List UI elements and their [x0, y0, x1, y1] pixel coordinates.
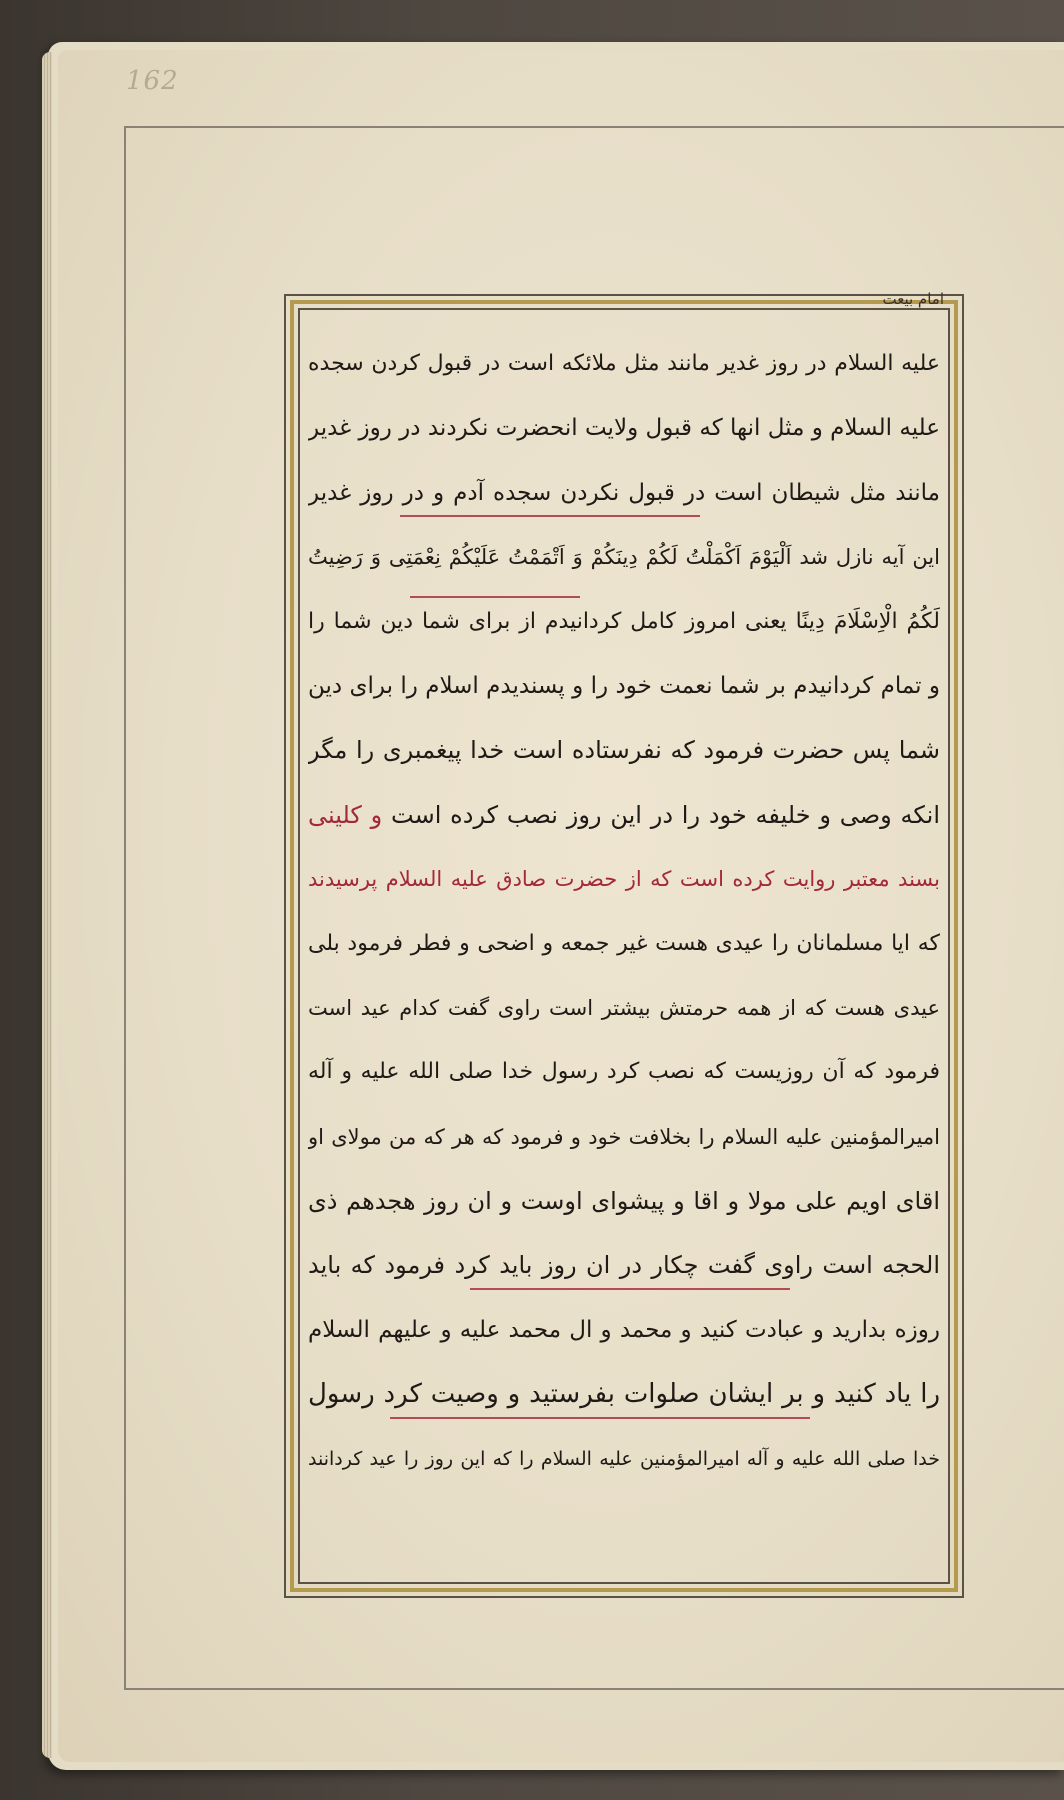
text-line: امیرالمؤمنین علیه السلام را بخلافت خود و فرمود که هر که من مولای او [308, 1124, 940, 1149]
text-line: علیه السلام و مثل انها که قبول ولایت انحضرت نکردند در روز غدیر [308, 415, 940, 442]
gold-ruled-border [290, 290, 958, 1592]
text-line: اقای اویم علی مولا و اقا و پیشوای اوست و ان روز هجدهم ذی [308, 1187, 940, 1216]
rubric-word: و کلینی [308, 800, 383, 829]
text-line: خدا صلی الله علیه و آله امیرالمؤمنین علیه السلام را که این روز را عید کردانند [308, 1447, 940, 1470]
text-line: فرمود که آن روزیست که نصب کرد رسول خدا صلی الله علیه و آله [308, 1059, 940, 1085]
red-underline [390, 1417, 810, 1419]
red-underline [470, 1288, 790, 1290]
text-line: الحجه است راوی گفت چکار در ان روز باید کرد فرمود که باید [308, 1233, 940, 1297]
text-line: این آیه نازل شد اَلْیَوْمَ اَکْمَلْتُ لَکُمْ دِینَکُمْ وَ اَتْمَمْتُ عَلَیْکُمْ نِعْمَتِی وَ رَضِیتُ [308, 545, 940, 570]
marginal-note: امام بیعت [882, 290, 944, 308]
text-block [308, 332, 940, 1572]
text-line: لَکُمُ الْاِسْلَامَ دِینًا یعنی امروز کامل کردانیدم از برای شما دین شما را [308, 590, 940, 654]
text-line: شما پس حضرت فرمود که نفرستاده است خدا پیغمبری را مگر [308, 736, 940, 765]
text-line: انکه وصی و خلیفه خود را در این روز نصب کرده است و کلینی [308, 800, 940, 829]
red-underline [410, 596, 580, 598]
text-line: مانند مثل شیطان است در قبول نکردن سجده آدم و در روز غدیر [308, 461, 940, 525]
text-line: که ایا مسلمانان را عیدی هست غیر جمعه و اضحی و فطر فرمود بلی [308, 930, 940, 956]
folio-number: 162 [126, 66, 179, 96]
text-line: علیه السلام در روز غدیر مانند مثل ملائکه است در قبول کردن سجده [308, 351, 940, 376]
red-underline [400, 515, 700, 517]
text-line: را یاد کنید و بر ایشان صلوات بفرستید و وصیت کرد رسول [308, 1362, 940, 1426]
rubric-line: بسند معتبر روایت کرده است که از حضرت صادق علیه السلام پرسیدند [308, 867, 940, 892]
text-line: روزه بدارید و عبادت کنید و محمد و ال محمد علیه و علیهم السلام [308, 1316, 940, 1343]
text-line: و تمام کردانیدم بر شما نعمت خود را و پسندیدم اسلام را برای دین [308, 672, 940, 699]
text-line: عیدی هست که از همه حرمتش بیشتر است راوی گفت کدام عید است [308, 995, 940, 1020]
text-frame [284, 290, 964, 1598]
inner-ruled-border [298, 290, 950, 1584]
